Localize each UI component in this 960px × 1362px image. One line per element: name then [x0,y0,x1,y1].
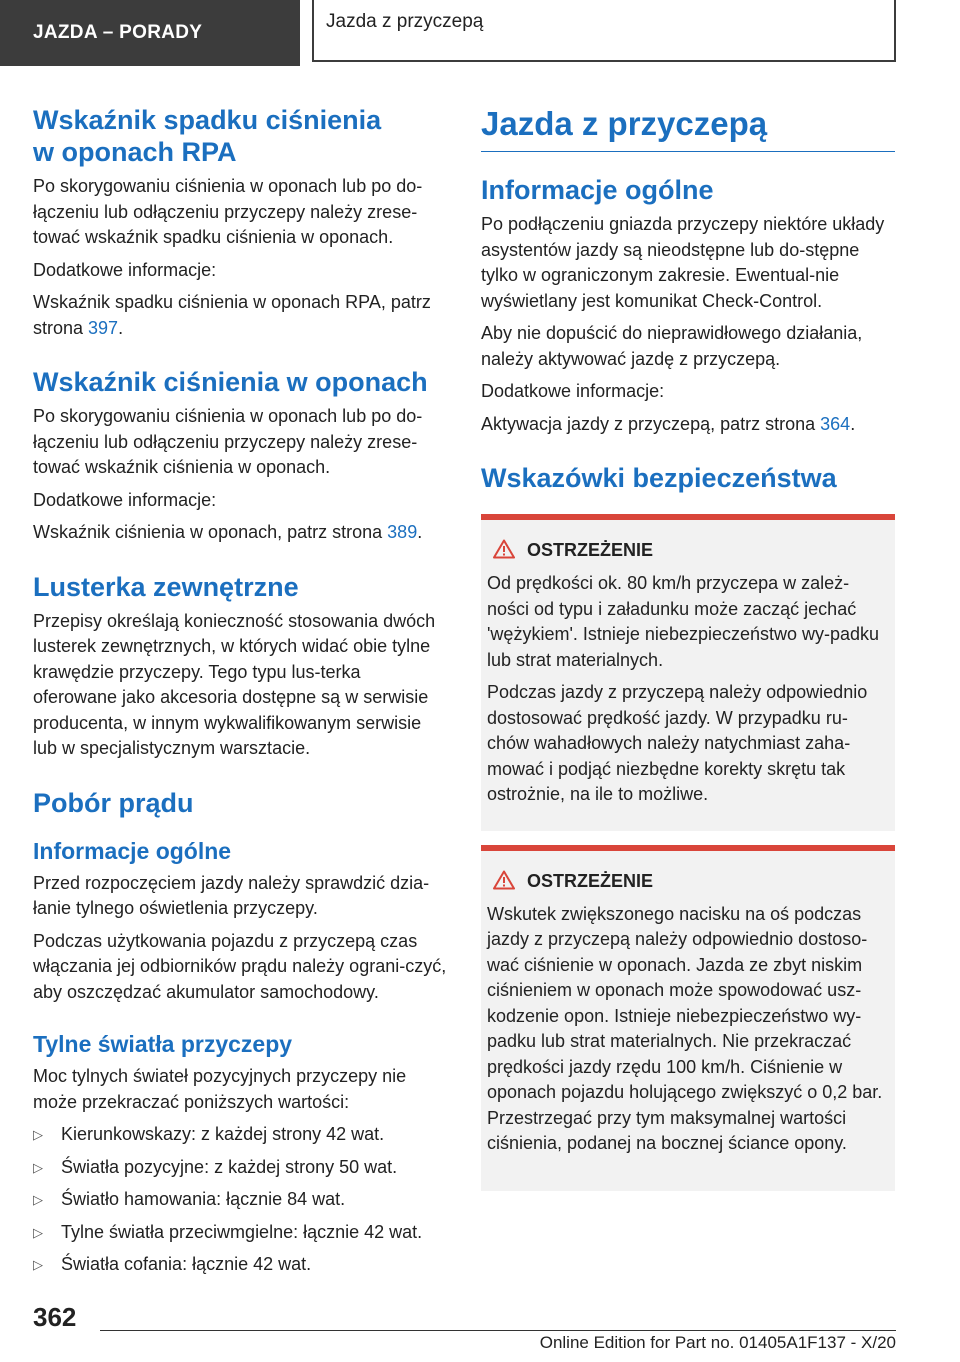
warning-text-1: Od prędkości ok. 80 km/h przyczepa w zależ-ności od typu i załadunku może zacząć jechać 'wężykiem'. Istnieje niebezpieczeństwo wy-padku lub strat materialnych. [487,573,880,670]
general-info-reference: Aktywacja jazdy z przyczepą, patrz strona 364. [481,413,856,434]
power-text-1: Przed rozpoczęciem jazdy należy sprawdzić dzia-łanie tylnego oświetlenia przyczepy. [33,872,430,918]
warning-box-2 [481,845,895,1191]
rpa-more-label: Dodatkowe informacje: [33,259,217,280]
footer-divider [100,1330,896,1331]
list-item: ▷ Światła pozycyjne: z każdej strony 50 wat. [33,1155,447,1181]
mirrors-heading: Lusterka zewnętrzne [33,571,299,602]
trailer-lights-text: Moc tylnych świateł pozycyjnych przyczepy nie może przekraczać poniższych wartości: [33,1066,407,1112]
edition-text: Online Edition for Part no. 01405A1F137 - X/20 [539,1333,896,1352]
tpm-reference-text: Wskaźnik ciśnienia w oponach, patrz strona [33,522,388,542]
page-link-397[interactable]: 397 [88,317,119,338]
warning-box-1 [481,514,895,831]
tpm-heading: Wskaźnik ciśnienia w oponach [33,367,428,397]
general-info-reference-text: Aktywacja jazdy z przyczepą, patrz strona [481,413,821,434]
warning-text-2: Podczas jazdy z przyczepą należy odpowiednio dostosować prędkość jazdy. W przypadku ru-chów wahadłowych należy natychmiast zaha-mować i podjąć niezbędne korekty skrętu tak ostrożnie, na ile to możliwe. [487,682,868,804]
tpm-more-label: Dodatkowe informacje: [33,489,217,510]
page-link-364[interactable]: 364 [820,413,851,434]
list-item: ▷ Kierunkowskazy: z każdej strony 42 wat. [33,1122,447,1148]
rpa-heading-line2: w oponach RPA [33,137,237,167]
power-heading: Pobór prądu [33,787,194,818]
triangle-bullet-icon: ▷ [33,1224,43,1240]
page-number: 362 [33,1302,77,1332]
triangle-bullet-icon: ▷ [33,1257,43,1272]
rpa-heading-line1: Wskaźnik spadku ciśnienia [33,105,382,135]
trailer-lights-subheading: Tylne światła przyczepy [33,1031,293,1057]
tpm-text: Po skorygowaniu ciśnienia w oponach lub po do-łączeniu lub odłączeniu przyczepy należy zrese-tować wskaźnik ciśnienia w oponach. [33,406,423,477]
list-item: ▷ Światła cofania: łącznie 42 wat. [33,1252,447,1278]
page-header [0,0,960,66]
warning-title: OSTRZEŻENIE [487,869,887,896]
triangle-bullet-icon: ▷ [33,1159,43,1175]
rpa-text: Po skorygowaniu ciśnienia w oponach lub po do-łączeniu lub odłączeniu przyczepy należy zrese-tować wskaźnik spadku ciśnienia w oponach. [33,176,423,247]
power-general-subheading: Informacje ogólne [33,837,232,864]
page-link-389[interactable]: 389 [387,522,418,542]
section-label: JAZDA – PORADY [0,0,300,66]
left-column [33,104,447,1285]
tpm-reference: Wskaźnik ciśnienia w oponach, patrz strona 389. [33,522,423,542]
rpa-reference: Wskaźnik spadku ciśnienia w oponach RPA, patrz strona 397. [33,292,431,338]
page-footer [0,1290,960,1362]
rpa-reference-text: Wskaźnik spadku ciśnienia w oponach RPA, patrz strona [33,292,431,338]
warning-triangle-icon [493,539,515,565]
triangle-bullet-icon: ▷ [33,1192,43,1207]
safety-heading: Wskazówki bezpieczeństwa [481,463,837,493]
list-item: ▷ Tylne światła przeciwmgielne: łącznie 42 wat. [33,1220,447,1246]
topic-label: Jazda z przyczepą [326,11,484,32]
warning-title: OSTRZEŻENIE [487,538,887,565]
general-info-heading: Informacje ogólne [481,175,714,205]
trailer-driving-title: Jazda z przyczepą [481,104,895,152]
trailer-lights-list [33,1122,447,1278]
warning-triangle-icon [493,870,515,896]
topic-box [312,0,896,62]
triangle-bullet-icon: ▷ [33,1127,43,1142]
list-item: ▷ Światło hamowania: łącznie 84 wat. [33,1187,447,1213]
general-info-text-1: Po podłączeniu gniazda przyczepy niektóre układy asystentów jazdy są nieodstępne lub do-stępne tylko w ograniczonym zakresie. Ewentual-nie wyświetlany jest komunikat Check-Control. [481,214,885,311]
power-text-2: Podczas użytkowania pojazdu z przyczepą czas włączania jej odbiorników prądu należy ograni-czyć, aby oszczędzać akumulator samochodowy. [33,930,447,1002]
right-column [481,104,895,1205]
general-info-text-2: Aby nie dopuścić do nieprawidłowego działania, należy aktywować jazdę z przyczepą. [481,323,863,369]
mirrors-text: Przepisy określają konieczność stosowania dwóch lusterek zewnętrznych, w których widać obie tylne krawędzie przyczepy. Tego typu lus-terka oferowane jako akcesoria dostępne są w serwisie producenta, w innym wykwalifikowanym serwisie lub w specjalistycznym warsztacie. [33,610,436,758]
warning-text-3: Wskutek zwiększonego nacisku na oś podczas jazdy z przyczepą należy odpowiednio dostoso-wać ciśnienie w oponach. Jazda ze zbyt niskim ciśnieniem w oponach może spowodować usz-kodzenie opon. Istnieje niebezpieczeństwo wy-padku lub strat materialnych. Nie przekraczać prędkości jazdy rzędu 100 km/h. Ciśnienie w oponach pojazdu holującego zwiększyć o 0,2 bar. Przestrzegać przy tym maksymalnej wartości ciśnienia, podanej na bocznej ściance opony. [487,903,883,1153]
general-info-more-label: Dodatkowe informacje: [481,381,665,401]
rpa-heading [33,104,447,168]
